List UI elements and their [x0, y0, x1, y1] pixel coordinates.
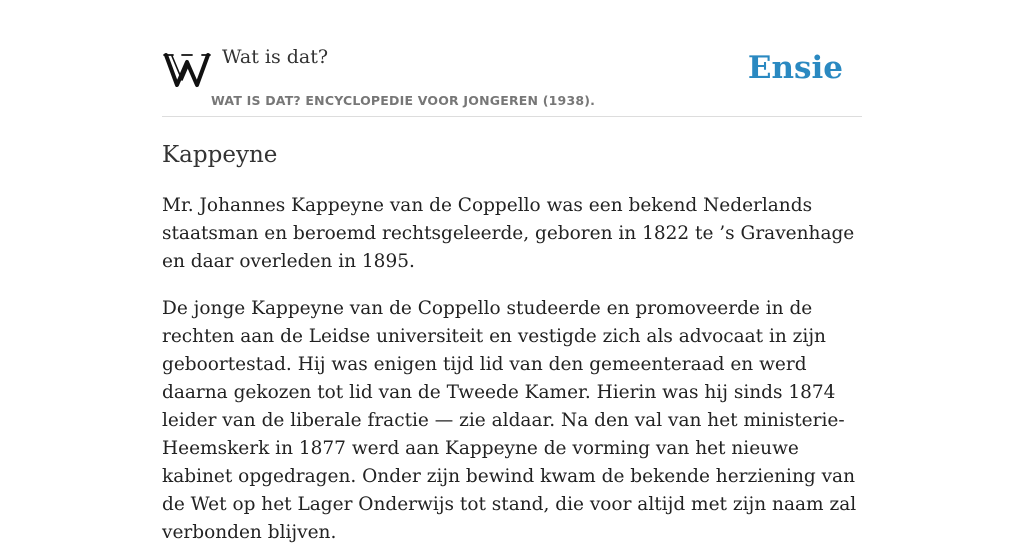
article-paragraph: De jonge Kappeyne van de Coppello studeerde en promoveerde in de rechten aan de Leidse universiteit en vestigde zich als advocaat in zijn geboortestad. Hij was enigen tijd lid van den gemeenteraad en werd daarna gekozen tot lid van de Tweede Kamer. Hierin was hij sinds 1874 leider van de liberale fractie — zie aldaar. Na den val van het ministerie-Heemskerk in 1877 werd aan Kappeyne de vorming van het nieuwe kabinet opgedragen. Onder zijn bewind kwam de bekende herziening van de Wet op het Lager Onderwijs tot stand, die voor altijd met zijn naam zal verbonden blijven.	[162, 298, 857, 543]
book-title[interactable]: Wat is dat?	[222, 46, 329, 68]
header	[162, 36, 862, 117]
ensie-brand-link[interactable]: Ensie	[747, 50, 843, 86]
article	[162, 138, 864, 547]
article-title: Kappeyne	[162, 142, 278, 168]
wikipedia-w-logo-icon[interactable]	[164, 50, 210, 90]
article-paragraph: Mr. Johannes Kappeyne van de Coppello was een bekend Nederlands staatsman en beroemd rechtsgeleerde, geboren in 1822 te ’s Gravenhage en daar overleden in 1895.	[162, 195, 855, 272]
book-subtitle: WAT IS DAT? ENCYCLOPEDIE VOOR JONGEREN (1938).	[211, 93, 596, 108]
